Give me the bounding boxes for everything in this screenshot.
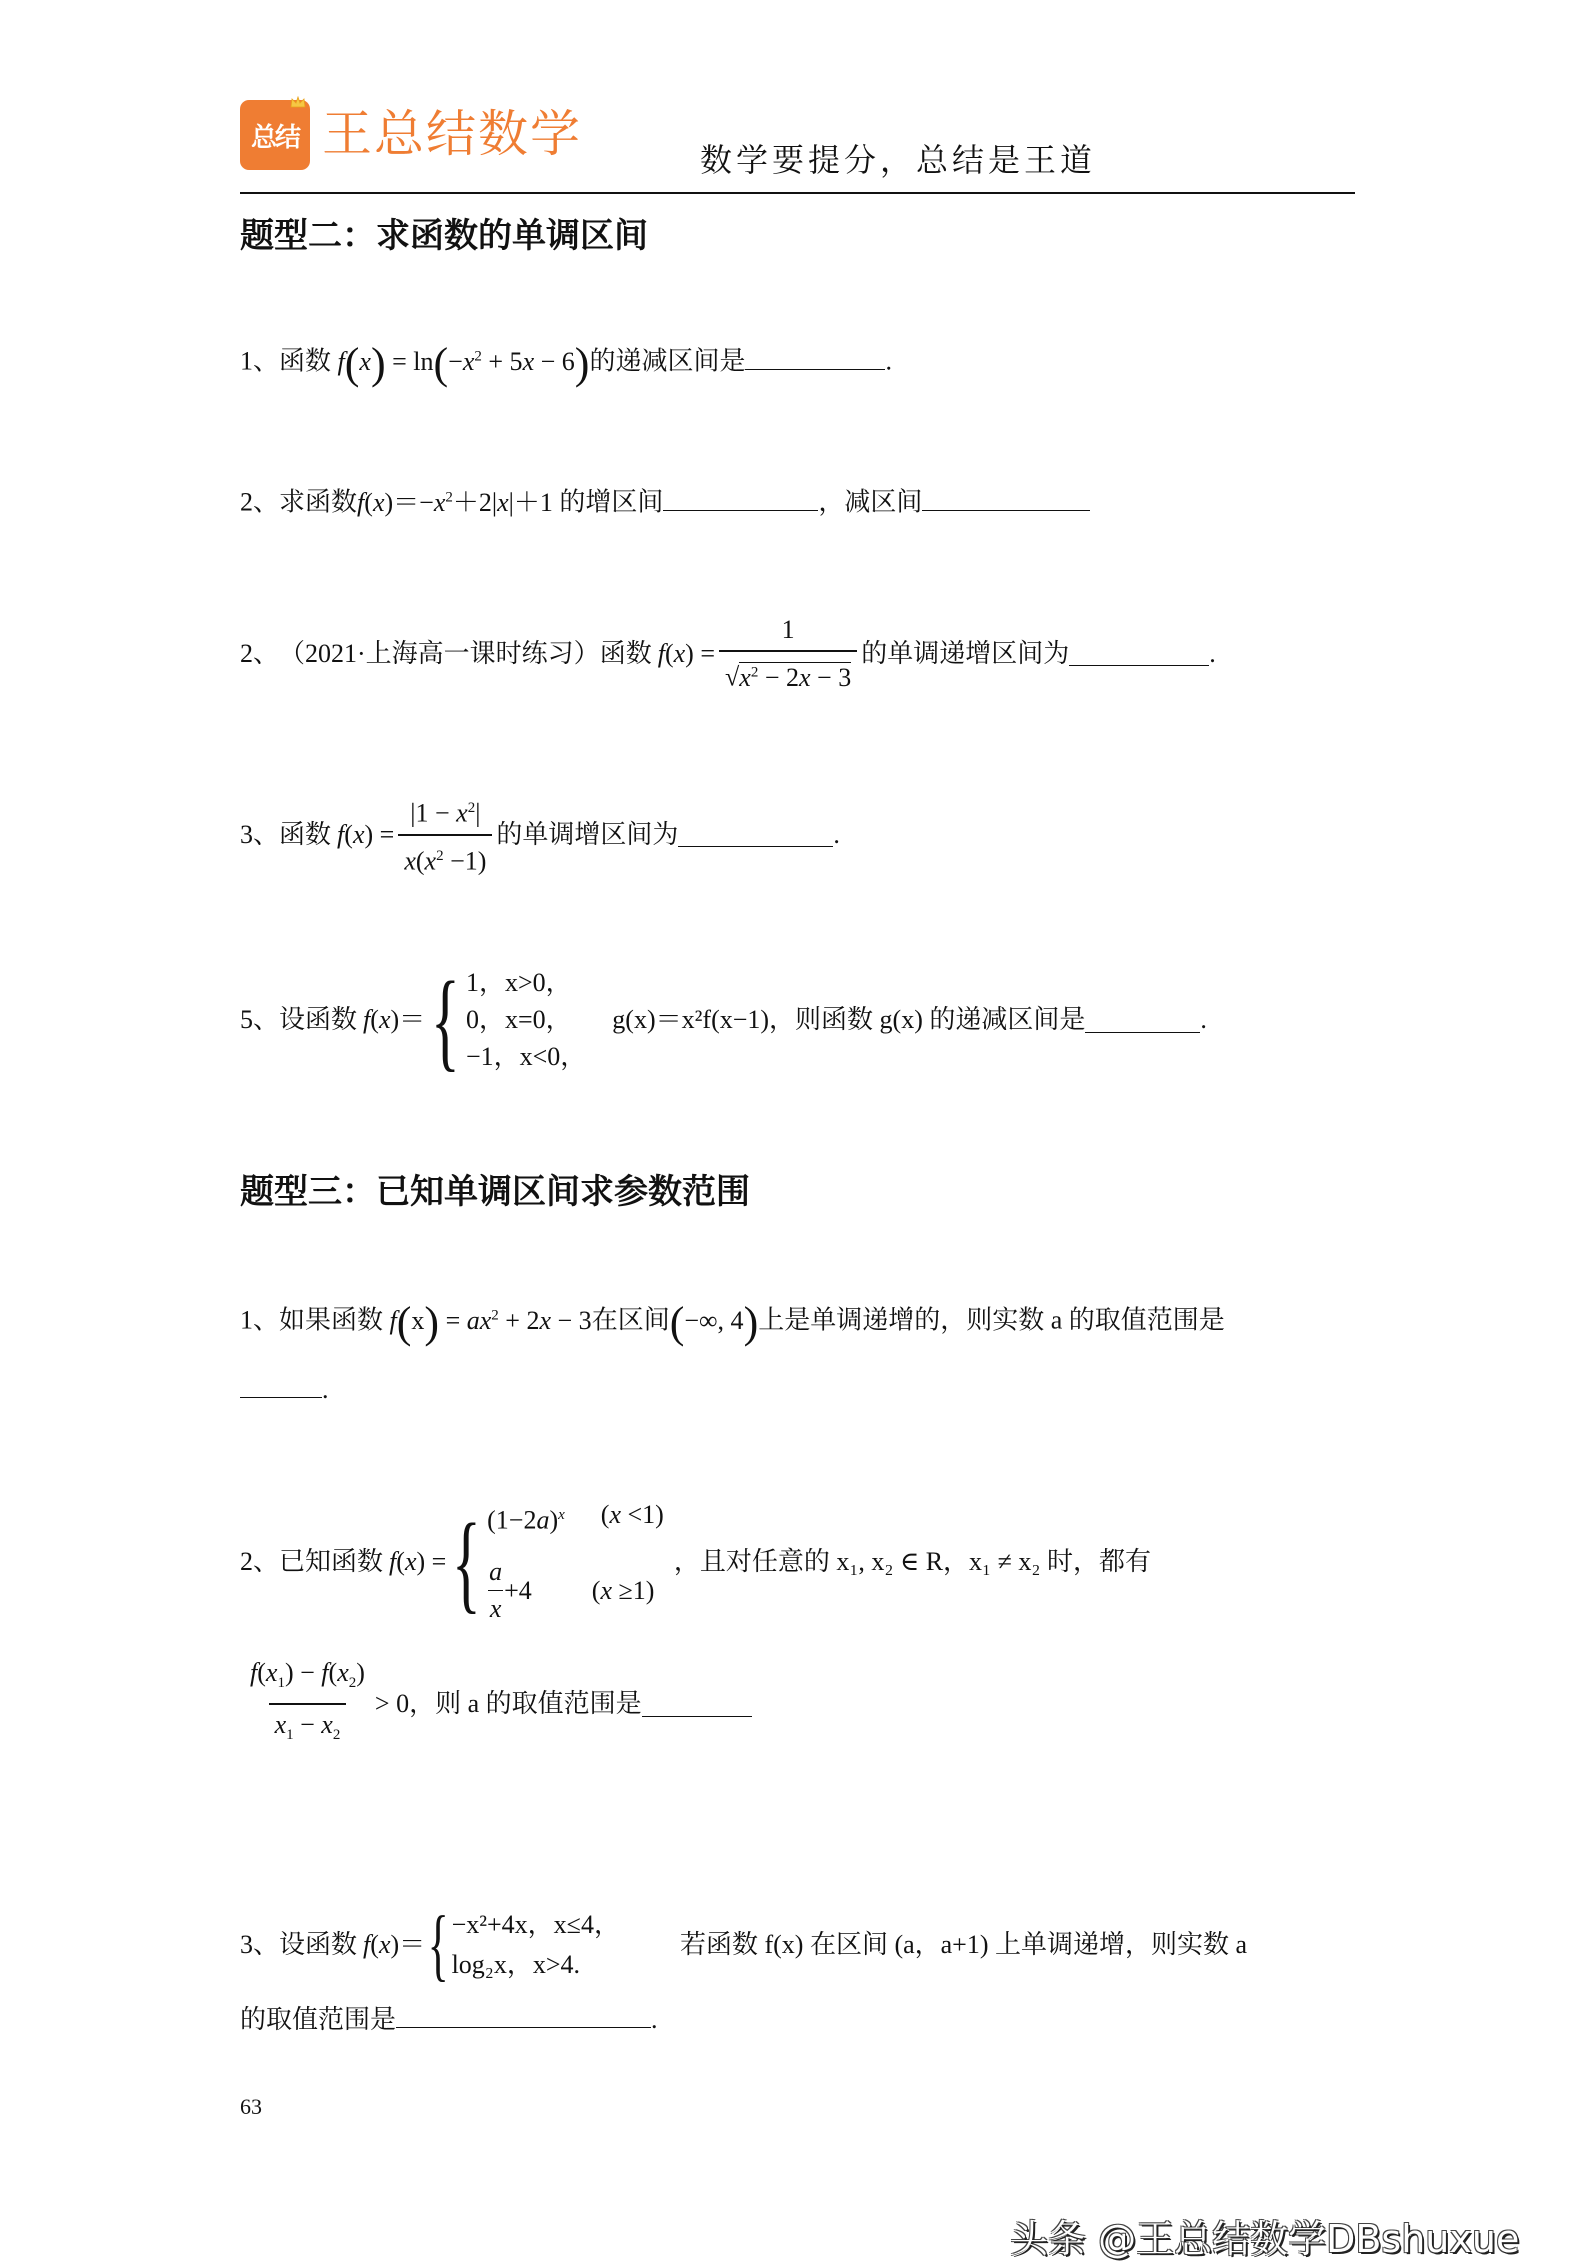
left-brace: { — [427, 1901, 449, 1989]
question-suffix: 的单调递增区间为 — [861, 638, 1070, 668]
case-3: −1，x<0， — [465, 1042, 587, 1071]
question-line2: 的取值范围是 — [240, 2005, 397, 2034]
question-suffix: 上是单调递增的，则实数 a 的取值范围是 — [758, 1305, 1225, 1335]
formula: $f(x)=-x^2+2|x|+1$ — [357, 487, 553, 517]
answer-blank[interactable] — [1069, 641, 1209, 666]
answer-blank[interactable] — [745, 345, 885, 370]
question-s2-3 — [240, 612, 1216, 696]
question-prefix: 设函数 — [279, 1930, 358, 1959]
crown-icon — [290, 96, 306, 108]
question-suffix: 的递减区间是 — [589, 346, 746, 376]
case-2: 0，x=0， — [465, 1005, 572, 1034]
question-number: 3、 — [240, 819, 280, 849]
interval: (−∞, 4) — [669, 1297, 759, 1347]
header-divider — [240, 192, 1355, 194]
question-number: 5、 — [240, 1005, 280, 1034]
question-s3-3-cont — [240, 2002, 658, 2038]
inequality-rhs: > 0 — [374, 1689, 410, 1719]
period: . — [651, 2005, 658, 2034]
logo-text: 王总结数学 — [322, 105, 582, 163]
period: . — [1209, 638, 1216, 668]
case-2: $\frac{a}{x}$ +4 (x ≥1) — [487, 1554, 664, 1627]
denominator: $x(x^2 -1)$ — [398, 834, 492, 880]
piecewise — [425, 1901, 620, 1989]
period: . — [833, 819, 840, 849]
question-number: 2、 — [240, 487, 280, 517]
difference-quotient — [244, 1655, 371, 1753]
question-s2-5 — [240, 959, 1207, 1081]
g-definition: g(x)＝x²f(x−1)，则函数 g(x) 的递减区间是 — [612, 1005, 1086, 1034]
period: . — [1200, 1005, 1207, 1034]
answer-blank[interactable] — [1085, 1008, 1200, 1033]
denominator: $x_1 - x_2$ — [269, 1703, 347, 1753]
question-s2-2 — [240, 479, 1090, 521]
question-s3-1 — [240, 1297, 1225, 1345]
question-s3-3 — [240, 1901, 1248, 1989]
left-brace: { — [431, 959, 461, 1081]
section-title-2: 题型二：求函数的单调区间 — [240, 216, 648, 256]
cases — [466, 965, 586, 1075]
denominator: $√x^2 - 2x - 3$ — [719, 650, 857, 696]
question-number: 3、 — [240, 1930, 280, 1959]
case-1: 1，x>0， — [465, 968, 572, 997]
question-prefix: 如果函数 — [279, 1305, 384, 1335]
answer-blank[interactable] — [396, 2003, 651, 2028]
interval-label: 在区间 — [591, 1305, 670, 1335]
cases — [452, 1907, 620, 1983]
numerator: 1 — [781, 615, 795, 644]
case-1: −x²+4x，x≤4， — [451, 1910, 620, 1939]
answer-blank[interactable] — [240, 1373, 322, 1398]
piecewise — [425, 959, 587, 1081]
formula: $f(x) = ax^2 + 2x - 3$ — [389, 1297, 592, 1347]
formula-lhs: f(x) = — [389, 1547, 447, 1576]
period: . — [885, 346, 892, 376]
question-s2-1 — [240, 338, 892, 386]
answer-blank-increase[interactable] — [663, 486, 818, 511]
numerator: $|1 - x^2|$ — [410, 798, 481, 828]
answer-blank[interactable] — [642, 1692, 752, 1717]
answer-blank[interactable] — [678, 822, 833, 847]
cases — [487, 1497, 664, 1627]
question-prefix: 设函数 — [279, 1005, 358, 1034]
numerator: $f(x_1) - f(x_2)$ — [250, 1658, 365, 1692]
question-suffix: ，且对任意的 x₁, x₂ ∈ R，x₁ ≠ x₂ 时，都有 — [673, 1547, 1151, 1576]
question-tail: ，则 a 的取值范围是 — [409, 1689, 642, 1719]
period: . — [322, 1375, 329, 1404]
question-prefix: 函数 — [279, 819, 332, 849]
piecewise — [446, 1497, 664, 1627]
question-prefix: 求函数 — [279, 487, 358, 517]
case-2: log₂x，x>4. — [451, 1950, 581, 1979]
formula-lhs: f(x) = — [657, 638, 715, 668]
question-number: 1、 — [240, 1305, 280, 1335]
question-prefix: 函数 — [599, 638, 652, 668]
question-number: 2、 — [240, 638, 280, 668]
formula-lhs: f(x)＝ — [363, 1930, 426, 1959]
case-1: $(1-2a)^x$ (x <1) — [487, 1500, 664, 1535]
question-s3-1-answer — [240, 1372, 329, 1408]
logo-badge: 总结 — [240, 100, 310, 170]
question-suffix: 若函数 f(x) 在区间 (a，a+1) 上单调递增，则实数 a — [679, 1930, 1248, 1959]
question-prefix: 函数 — [279, 346, 332, 376]
question-prefix: 已知函数 — [279, 1547, 384, 1576]
watermark: 头条 @王总结数学DBshuxue — [1010, 2217, 1520, 2261]
answer-blank-decrease[interactable] — [922, 486, 1090, 511]
question-source: （2021·上海高一课时练习） — [279, 638, 600, 668]
decrease-label: ，减区间 — [818, 487, 923, 517]
section-title-3: 题型三：已知单调区间求参数范围 — [240, 1172, 750, 1212]
fraction — [719, 612, 857, 696]
formula-lhs: f(x) = — [337, 819, 395, 849]
left-brace: { — [452, 1501, 482, 1623]
fraction — [398, 790, 492, 879]
question-s3-2-cont — [240, 1655, 752, 1753]
tagline: 数学要提分，总结是王道 — [700, 141, 1097, 179]
page-number: 63 — [240, 2094, 262, 2119]
question-s2-4 — [240, 790, 840, 879]
formula: $f(x) = \ln(-x^2 + 5x - 6)$ — [337, 338, 590, 388]
formula-lhs: f(x)＝ — [363, 1005, 426, 1034]
increase-label: 的增区间 — [559, 487, 664, 517]
question-suffix: 的单调增区间为 — [496, 819, 679, 849]
question-number: 1、 — [240, 346, 280, 376]
question-number: 2、 — [240, 1547, 280, 1576]
question-s3-2 — [240, 1497, 1151, 1627]
